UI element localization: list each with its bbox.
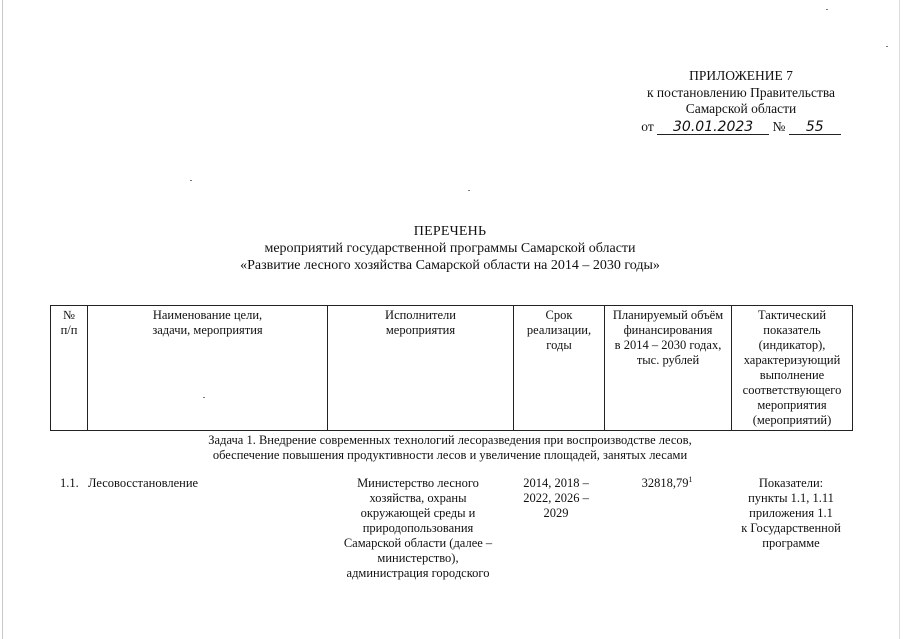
document-title-block [100, 223, 800, 274]
row-indicator: Показатели: пункты 1.1, 1.11 приложения 1.1 к Государственной программе [741, 476, 841, 550]
task-heading-line: Задача 1. Внедрение современных технологий лесоразведения при воспроизводстве лесов, [208, 433, 692, 447]
header-text: Планируемый объём финансирования в 2014 – 2030 годах, тыс. рублей [612, 308, 724, 367]
header-indicator [732, 306, 853, 431]
row-term: 2014, 2018 – 2022, 2026 – 2029 [523, 476, 589, 520]
header-name [88, 306, 328, 431]
header-text: Исполнители мероприятия [385, 308, 456, 337]
handwritten-date: 30.01.2023 [657, 120, 769, 135]
plan-table-header [50, 305, 853, 431]
appendix-title: ПРИЛОЖЕНИЕ 7 [689, 68, 793, 83]
appendix-line: Самарской области [685, 101, 797, 116]
scan-speck [886, 46, 888, 47]
page-edge [899, 0, 900, 639]
date-prefix: от [641, 118, 654, 134]
appendix-block [610, 68, 872, 135]
task-heading [150, 433, 750, 463]
scan-speck [826, 9, 828, 10]
appendix-signature-line [610, 119, 872, 136]
document-subtitle: «Развитие лесного хозяйства Самарской области на 2014 – 2030 годы» [240, 258, 660, 273]
document-subtitle: мероприятий государственной программы Самарской области [264, 241, 636, 256]
funding-footnote: 1 [688, 474, 693, 484]
row-executors: Министерство лесного хозяйства, охраны окружающей среды и природопользования Самарской области (далее – министерство), администрация городского [343, 476, 493, 580]
scan-speck [190, 180, 192, 181]
header-term [514, 306, 605, 431]
header-text: Срок реализации, годы [526, 308, 592, 352]
header-text: Тактический показатель (индикатор), характеризующий выполнение соответствующего мероприятия (мероприятий) [742, 308, 842, 427]
header-funding [605, 306, 732, 431]
header-executors [328, 306, 514, 431]
funding-value: 32818,79 [641, 476, 689, 490]
scan-speck [468, 190, 470, 191]
appendix-line: к постановлению Правительства [646, 84, 836, 100]
header-text: Наименование цели, задачи, мероприятия [152, 308, 263, 337]
row-funding [604, 476, 730, 491]
header-number [51, 306, 88, 431]
page-edge [2, 0, 3, 639]
task-heading-line: обеспечение повышения продуктивности лесов и увеличение площадей, занятых лесами [212, 448, 688, 462]
header-text: № п/п [60, 308, 78, 337]
number-prefix: № [772, 118, 786, 134]
handwritten-number: 55 [789, 120, 841, 135]
row-name: Лесовосстановление [88, 476, 199, 490]
document-title: ПЕРЕЧЕНЬ [413, 224, 487, 239]
row-number: 1.1. [60, 476, 79, 490]
